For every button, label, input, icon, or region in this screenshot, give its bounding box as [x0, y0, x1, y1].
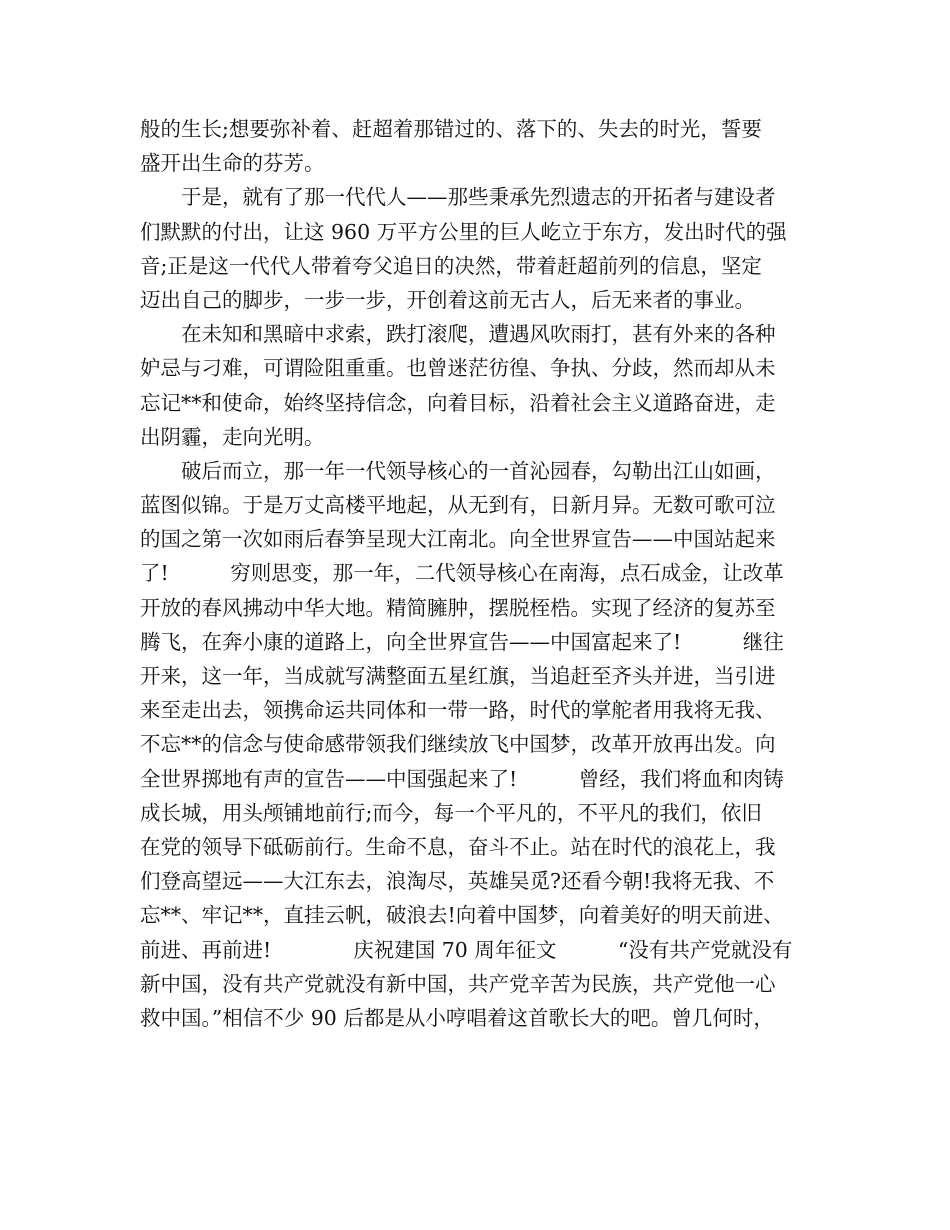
text-line: 们登高望远——大江东去，浪淘尽，英雄吴觅?还看今朝!我将无我、不 — [140, 869, 775, 894]
text-line: 成长城，用头颅铺地前行;而今，每一个平凡的，不平凡的我们，依旧 — [140, 800, 762, 825]
text-line: 蓝图似锦。于是万丈高楼平地起，从无到有，日新月异。无数可歌可泣 — [140, 493, 776, 518]
text-line: 开放的春风拂动中华大地。精简臃肿，摆脱桎梏。实现了经济的复苏至 — [140, 595, 776, 620]
document-body — [140, 112, 830, 1035]
text-line: 迈出自己的脚步，一步一步，开创着这前无古人，后无来者的事业。 — [140, 287, 755, 312]
text-line: 在未知和黑暗中求索，跌打滚爬，遭遇风吹雨打，甚有外来的各种 — [140, 322, 776, 347]
text-line: 全世界掷地有声的宣告——中国强起来了! 曾经，我们将血和肉铸 — [140, 766, 784, 791]
text-line: 出阴霾，走向光明。 — [140, 424, 325, 449]
text-line: 妒忌与刁难，可谓险阻重重。也曾迷茫彷徨、争执、分歧，然而却从未 — [140, 356, 776, 381]
text-line: 破后而立，那一年一代领导核心的一首沁园春，勾勒出江山如画， — [140, 458, 776, 483]
text-line: 音;正是这一代代人带着夸父追日的决然，带着赶超前列的信息，坚定 — [140, 253, 762, 278]
text-line: 了! 穷则思变，那一年，二代领导核心在南海，点石成金，让改革 — [140, 561, 784, 586]
text-line: 盛开出生命的芬芳。 — [140, 151, 325, 176]
text-line: 于是，就有了那一代代人——那些秉承先烈遗志的开拓者与建设者 — [140, 185, 776, 210]
text-line: 般的生长;想要弥补着、赶超着那错过的、落下的、失去的时光，誓要 — [140, 117, 762, 141]
text-line: 来至走出去，领携命运共同体和一带一路，时代的掌舵者用我将无我、 — [140, 698, 776, 723]
text-line: 新中国，没有共产党就没有新中国，共产党辛苦为民族，共产党他一心 — [140, 971, 776, 996]
text-line: 忘**、牢记**，直挂云帆，破浪去!向着中国梦，向着美好的明天前进、 — [140, 903, 784, 928]
text-line: 不忘**的信念与使命感带领我们继续放飞中国梦，改革开放再出发。向 — [140, 732, 776, 757]
text-line: 救中国。”相信不少 90 后都是从小哼唱着这首歌长大的吧。曾几何时， — [140, 1005, 774, 1030]
text-line: 开来，这一年，当成就写满整面五星红旗，当追赶至齐头并进，当引进 — [140, 664, 776, 688]
text-line: 前进、再前进! 庆祝建国 70 周年征文 “没有共产党就没有 — [140, 937, 793, 962]
text-line: 们默默的付出，让这 960 万平方公里的巨人屹立于东方，发出时代的强 — [140, 219, 787, 244]
text-line: 的国之第一次如雨后春笋呈现大江南北。向全世界宣告——中国站起来 — [140, 527, 776, 552]
text-line: 腾飞，在奔小康的道路上，向全世界宣告——中国富起来了! 继往 — [140, 629, 784, 654]
text-line: 忘记**和使命，始终坚持信念，向着目标，沿着社会主义道路奋进，走 — [140, 390, 776, 415]
text-line: 在党的领导下砥砺前行。生命不息，奋斗不止。站在时代的浪花上，我 — [140, 834, 776, 859]
